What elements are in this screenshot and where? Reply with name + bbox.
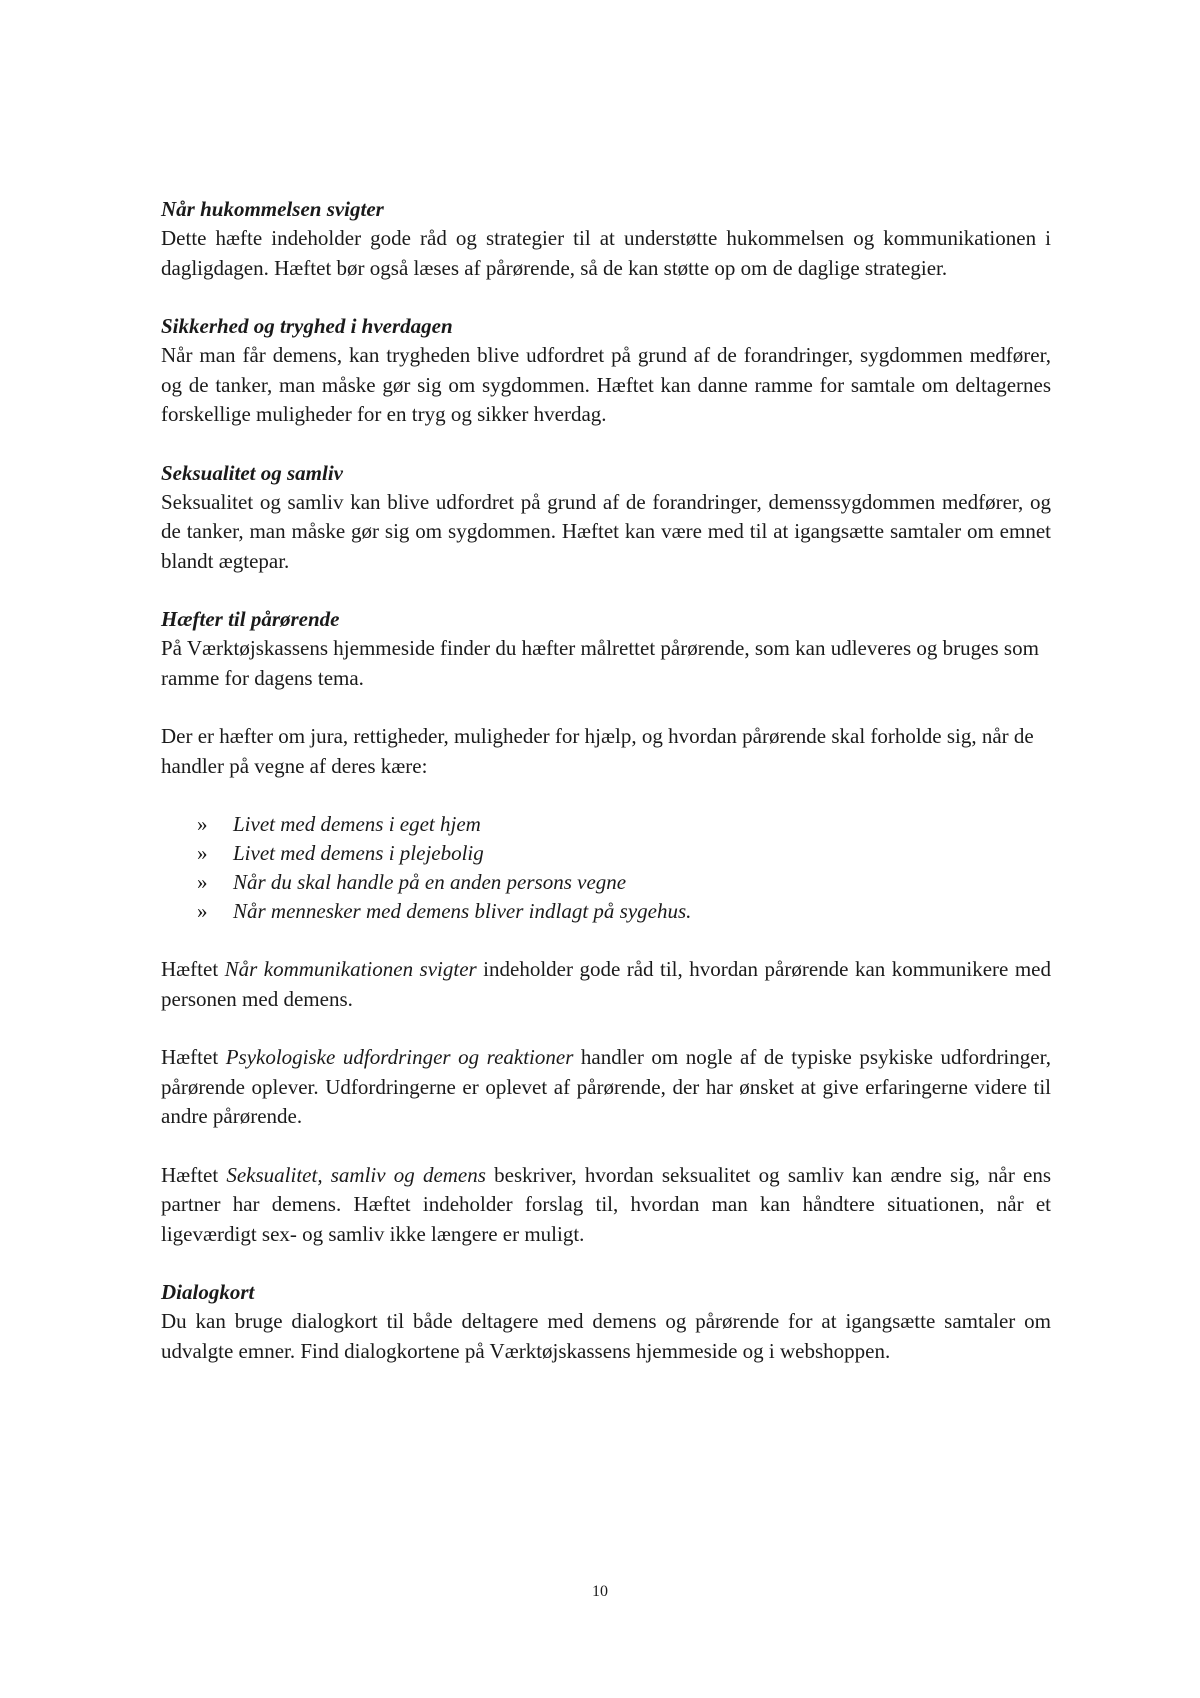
spacer: [161, 1014, 1051, 1043]
bullet-icon: »: [197, 812, 208, 836]
list-item-text: Når du skal handle på en anden persons vegne: [233, 870, 627, 894]
page-content: [161, 195, 1051, 1366]
spacer: [161, 926, 1051, 955]
booklet-title: Psykologiske udfordringer og reaktioner: [225, 1045, 574, 1069]
bullet-icon: »: [197, 899, 208, 923]
psychological-booklet-text: [161, 1043, 1051, 1132]
section-heading-dialogue: Dialogkort: [161, 1280, 255, 1304]
spacer: [161, 430, 1051, 459]
list-item-text: Når mennesker med demens bliver indlagt på sygehus.: [233, 899, 692, 923]
list-item-text: Livet med demens i eget hjem: [233, 812, 481, 836]
section-dialogue: [161, 1278, 1051, 1366]
text-prefix: Hæftet: [161, 1045, 226, 1069]
section-text-relatives: På Værktøjskassens hjemmeside finder du hæfter målrettet pårørende, som kan udleveres og bruges som ramme for dagens tema.: [161, 636, 1039, 690]
spacer: [161, 576, 1051, 605]
booklet-title: Seksualitet, samliv og demens: [226, 1162, 486, 1187]
section-heading-safety: Sikkerhed og tryghed i hverdagen: [161, 314, 453, 338]
section-heading-sexuality: Seksualitet og samliv: [161, 460, 344, 485]
list-item: [197, 897, 1051, 926]
list-item: [197, 810, 1051, 839]
section-text-sexuality: Seksualitet og samliv kan blive udfordret på grund af de forandringer, demenssygdommen medfører, og de tanker, man måske gør sig om sygdommen. Hæftet kan være med til at igangsætte samtaler om emnet blandt ægtepar.: [161, 489, 1051, 573]
section-relatives: [161, 605, 1051, 1249]
bullet-icon: »: [197, 841, 208, 865]
communication-booklet-text: [161, 955, 1051, 1014]
page-number: 10: [592, 1583, 608, 1600]
spacer: [161, 781, 1051, 810]
text-prefix: Hæftet: [161, 1162, 227, 1187]
spacer: [161, 283, 1051, 312]
text-prefix: Hæftet: [161, 957, 225, 981]
list-item: [197, 868, 1051, 897]
section-heading-relatives: Hæfter til pårørende: [161, 607, 340, 631]
text-suffix: handler om nogle af de typiske psykiske udfordringer, pårørende oplever. Udfordringerne er oplevet af pårørende, der har ønsket at give erfaringerne videre til andre pårørende.: [161, 1045, 1051, 1128]
section-text-memory: Dette hæfte indeholder gode råd og strategier til at understøtte hukommelsen og kommunikationen i dagligdagen. Hæftet bør også læses af pårørende, så de kan støtte op om de daglige strategier.: [161, 226, 1051, 280]
section-text-dialogue: Du kan bruge dialogkort til både deltagere med demens og pårørende for at igangsætte samtaler om udvalgte emner. Find dialogkortene på Værktøjskassens hjemmeside og i webshoppen.: [161, 1309, 1051, 1363]
booklet-list: [161, 810, 1051, 926]
section-text-safety: Når man får demens, kan trygheden blive udfordret på grund af de forandringer, sygdommen medfører, og de tanker, man måske gør sig om sygdommen. Hæftet kan danne ramme for samtale om deltagernes forskellige muligheder for en tryg og sikker hverdag.: [161, 343, 1051, 426]
list-item: [197, 839, 1051, 868]
section-memory: [161, 195, 1051, 283]
booklet-title: Når kommunikationen svigter: [224, 957, 477, 981]
section-heading-memory: Når hukommelsen svigter: [161, 197, 384, 221]
spacer: [161, 693, 1051, 722]
section-sexuality: [161, 459, 1051, 577]
text-suffix: indeholder gode råd til, hvordan pårørende kan kommunikere med personen med demens.: [161, 957, 1051, 1011]
bullet-icon: »: [197, 870, 208, 894]
list-intro: Der er hæfter om jura, rettigheder, muligheder for hjælp, og hvordan pårørende skal forholde sig, når de handler på vegne af deres kære:: [161, 724, 1034, 778]
section-safety: [161, 312, 1051, 430]
text-suffix: beskriver, hvordan seksualitet og samliv kan ændre sig, når ens partner har demens. Hæftet indeholder forslag til, hvordan man kan håndtere situationen, når et ligeværdigt sex- og samliv ikke længere er muligt.: [161, 1162, 1051, 1246]
sexuality-booklet-text: [161, 1161, 1051, 1250]
spacer: [161, 1132, 1051, 1161]
list-item-text: Livet med demens i plejebolig: [233, 841, 484, 865]
spacer: [161, 1249, 1051, 1278]
